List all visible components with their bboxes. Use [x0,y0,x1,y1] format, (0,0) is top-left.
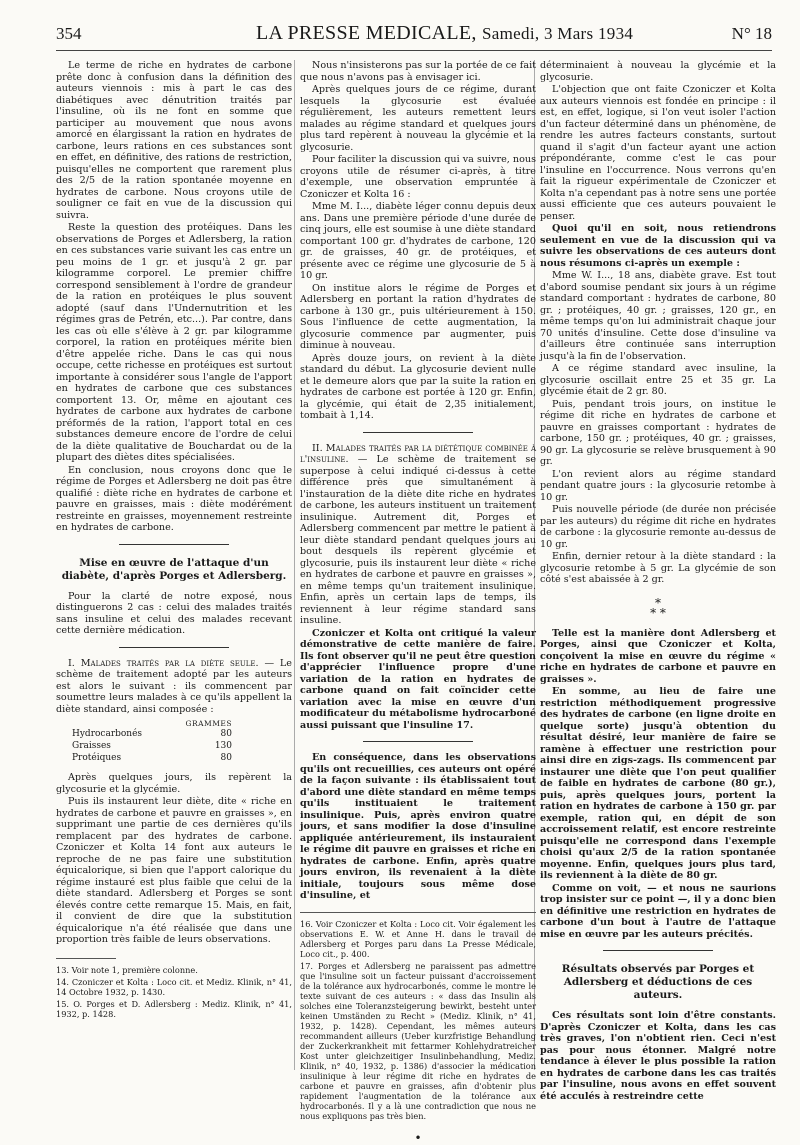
subsection-title: II. Malades traités par la diététique combinée à l'insuline. [300,442,536,465]
footnote-rule [56,958,116,959]
paragraph [56,658,292,716]
table-label: Hydrocarbonés [72,729,143,739]
page-header [56,22,772,52]
table-row [72,728,232,740]
table-value: 80 [220,753,232,763]
journal-name: LA PRESSE MEDICALE, [256,22,477,44]
section-separator [363,741,473,742]
footnote: 17. Porges et Adlersberg ne paraissent pas admettre que l'insuline soit un facteur puissant d'accroissement de la tolérance aux hydrocarbonés, comme le montre le texte suivant de ces auteurs : « dass das Insulin als solches eine Toleranzsteigerung bewirkt, besteht unter keinen Umständen zu Recht » (Mediz. Klinik, n° 41, 1932, p. 1428). Cependant, les mêmes auteurs recommandent ailleurs (Ueber kurzfristige Behandlung der Zuckerkrankheit mit fettarmer Kohlehydratreicher Kost unter gleichzeitiger Insulinbehandlung, Mediz. Klinik, n° 40, 1932, p. 1386) d'associer la médication insulinique à leur régime dit riche en hydrates de carbone et pauvre en graisses, afin d'obtenir plus rapidement l'augmentation de la tolérance aux hydrocarbonés. Il y a là une contradiction que nous ne nous expliquons pas très bien. [300,960,536,1121]
header-rule [56,50,772,51]
section-heading: Mise en œuvre de l'attaque d'un diabète, d'après Porges et Adlersberg. [61,556,287,582]
column-1 [56,60,292,1076]
table-label: Graisses [72,741,111,751]
section-separator [603,950,713,951]
paragraph: En conclusion, nous croyons donc que le régime de Porges et Adlersberg ne doit pas être qualifié : diète riche en hydrates de carbone et pauvre en graisses, mais : diète modérément restreinte en graisses, moyennement restreinte en hydrates de carbone. [56,464,292,533]
ornament-dot: • [414,1130,422,1145]
observation-paragraph: L'on revient alors au régime standard pendant quatre jours : la glycosurie retombe à 10 gr. [540,468,776,503]
journal-title [256,22,633,45]
paragraph: Le terme de riche en hydrates de carbone prête donc à confusion dans la définition des auteurs viennois : mis à part le cas des diabétiques avec dénutrition traités par l'insuline, où ils ne font en somme que participer au mouvement que nous avons amorcé en élargissant la ration en hydrates de carbone, leurs rations en ces substances sont en effet, en définitive, des rations de restriction, puisqu'elles ne comportent que rarement plus des 2/5 de la ration spontanée moyenne en hydrates de carbone. Nous croyons utile de souligner ce fait en vue de la discussion qui suivra. [56,60,292,221]
observation-paragraph: A ce régime standard avec insuline, la glycosurie oscillait entre 25 et 35 gr. La glycémie était de 2 gr. 80. [540,363,776,397]
section-separator [363,432,473,433]
paragraph: Puis ils instaurent leur diète, dite « riche en hydrates de carbone et pauvre en graisses », en supprimant une partie de ces dernières qu'ils remplacent par des hydrates de carbone. Czoniczer et Kolta 14 font aux auteurs le reproche de ne pas faire une substitution équicalorique, si bien que l'apport calorique du régime instauré est plus faible que celui de la diète standard. Adlersberg et Porges se sont élevés contre cette remarque 15. Mais, en fait, il convient de dire que la substitution équicalorique n'a été réalisée que dans une proportion très faible de leurs observations. [56,796,292,945]
paragraph [300,443,536,627]
table-row [72,752,232,764]
paragraph: Reste la question des protéiques. Dans les observations de Porges et Adlersberg, la ration en ces substances varie suivant les cas entre un peu moins de 1 gr. et jusqu'à 2 gr. par kilogramme corporel. Le premier chiffre correspond sensiblement à l'ordre de grandeur de la ration en protéiques le plus souvent adopté (sauf dans l'Undernutrition et les régimes gras de Petrén, etc...). Par contre, dans les cas où elle s'élève à 2 gr. par kilogramme corporel, la ration en protéiques mérite bien d'être appelée riche. Dans le cas qui nous occupe, cette richesse en protéiques est surtout importante à considérer sous l'angle de l'apport en hydrates de carbone que ces substances comportent 13. Or, même en ajoutant ces hydrates de carbone aux hydrates de carbone préformés de la ration, l'apport total en ces substances demeure encore de l'ordre de celui de la diète qualitative de Bouchardat ou de la plupart des diètes dites spécialisées. [56,222,292,463]
section-heading: Résultats observés par Porges et Adlersberg et déductions de ces auteurs. [561,963,755,1001]
observation-paragraph: Mme M. I..., diabète léger connu depuis deux ans. Dans une première période d'une durée de cinq jours, elle est soumise à une diète standard comportant 100 gr. d'hydrates de carbone, 120 gr. de graisses, 40 gr. de protéiques, et présente avec ce régime une glycosurie de 5 à 10 gr. [300,201,536,281]
section-separator [119,647,229,648]
table-label: Protéiques [72,753,122,763]
subsection-title: I. Malades traités par la diète seule. [68,657,259,669]
paragraph: Après quelques jours de ce régime, durant lesquels la glycosurie est évaluée régulièrement, les auteurs remettent leurs malades au régime standard et quelques jours plus tard repèrent à nouveau la glycémie et la glycosurie. [300,84,536,153]
paragraph: Quoi qu'il en soit, nous retiendrons seulement en vue de la discussion qui va suivre les observations de ces auteurs dont nous résumons ci-après un exemple : [540,223,776,269]
observation-paragraph: On institue alors le régime de Porges et Adlersberg en portant la ration d'hydrates de carbone à 130 gr., puis ultérieurement à 150. Sous l'influence de cette augmentation, la glycosurie commence par augmenter, puis diminue à nouveau. [300,282,536,351]
paragraph: Pour faciliter la discussion qui va suivre, nous croyons utile de résumer ci-après, à titre d'exemple, une observation empruntée à Czoniczer et Kolta 16 : [300,154,536,200]
section-separator [119,544,229,545]
paragraph: En conséquence, dans les observations qu'ils ont recueillies, ces auteurs ont opéré de la façon suivante : ils établissaient tout d'abord une diète standard en même temps qu'ils instituaient le traitement insulinique. Puis, après environ quatre jours, et sans modifier la dose d'insuline appliquée antérieurement, ils instauraient le régime dit pauvre en graisses et riche en hydrates de carbone. Enfin, après quatre jours environ, ils revenaient à la diète initiale, toujours sous même dose d'insuline, et [300,752,536,901]
footnote: 14. Czoniczer et Kolta : Loco cit. et Mediz. Klinik, n° 41, 14 Octobre 1932, p. 1430. [56,976,292,997]
observation-paragraph: Puis, pendant trois jours, on institue le régime dit riche en hydrates de carbone et pauvre en graisses comportant : hydrates de carbone, 150 gr. ; protéiques, 40 gr. ; graisses, 90 gr. La glycosurie se relève brusquement à 90 gr. [540,398,776,467]
column-2 [300,60,536,1145]
standard-diet-table [72,719,232,764]
footnote: 15. O. Porges et D. Adlersberg : Mediz. Klinik, n° 41, 1932, p. 1428. [56,998,292,1019]
issue-number: N° 18 [731,24,772,43]
paragraph: Pour la clarté de notre exposé, nous distinguerons 2 cas : celui des malades traités sans insuline et celui des malades recevant cette dernière médication. [56,590,292,636]
paragraph-text: — Le schème de traitement se superpose à celui indiqué ci-dessus à cette différence près que simultanément à l'instauration de la diète dite riche en hydrates de carbone, les auteurs instituent un traitement insulinique. Autrement dit, Porges et Adlersberg commencent par mettre le patient à leur diète standard pendant quelques jours au bout desquels ils repèrent glycémie et glycosurie, puis ils instaurent leur diète « riche en hydrates de carbone et pauvre en graisses », en même temps qu'un traitement insulinique. Enfin, après un certain laps de temps, ils reviennent à leur régime standard sans insuline. [300,454,536,626]
observation-paragraph: Mme W. I..., 18 ans, diabète grave. Est tout d'abord soumise pendant six jours à un régime standard comportant : hydrates de carbone, 80 gr. ; protéiques, 40 gr. ; graisses, 120 gr., en même temps qu'on lui administrait chaque jour 70 unités d'insuline. Cette dose d'insuline va d'ailleurs être continuée sans interruption jusqu'à la fin de l'observation. [540,270,776,362]
asterism-ornament: * * * [650,595,666,620]
table-value: 80 [220,729,232,739]
paragraph: Comme on voit, — et nous ne saurions trop insister sur ce point —, il y a donc bien en définitive une restriction en hydrates de carbone d'un bout à l'autre de l'attaque mise en œuvre par les auteurs précités. [540,882,776,940]
paragraph: déterminaient à nouveau la glycémie et la glycosurie. [540,60,776,83]
observation-paragraph: Après douze jours, on revient à la diète standard du début. La glycosurie devient nulle et le demeure alors que par la suite la ration en hydrates de carbone est portée à 120 gr. Enfin, la glycémie, qui était de 2,35 initialement, tombait à 1,14. [300,352,536,421]
paragraph: En somme, au lieu de faire une restriction méthodiquement progressive des hydrates de carbone (en ligne droite en quelque sorte) jusqu'à obtention du résultat désiré, leur manière de faire se ramène à effectuer une restriction pour ainsi dire en zigs-zags. Ils commencent par instaurer une diète que l'on peut qualifier de faible en hydrates de carbone (80 gr.), puis, après quelques jours, portent la ration en hydrates de carbone à 150 gr. par exemple, ration qui, en dépit de son accroissement relatif, est encore restreinte puisqu'elle ne correspond dans l'exemple choisi qu'aux 2/5 de la ration spontanée moyenne. Enfin, quelques jours plus tard, ils reviennent à la diète de 80 gr. [540,686,776,881]
issue-date: Samedi, 3 Mars 1934 [482,24,634,43]
paragraph: Telle est la manière dont Adlersberg et Porges, ainsi que Czoniczer et Kolta, conçoivent la mise en œuvre du régime « riche en hydrates de carbone et pauvre en graisses ». [540,627,776,685]
observation-paragraph: Puis nouvelle période (de durée non précisée par les auteurs) du régime dit riche en hydrates de carbone : la glycosurie remonte au-dessus de 10 gr. [540,504,776,550]
footnote: 13. Voir note 1, première colonne. [56,964,198,975]
paragraph: Czoniczer et Kolta ont critiqué la valeur démonstrative de cette manière de faire. Ils font observer qu'il ne peut être question d'apprécier l'influence propre d'une variation de la ration en hydrates de carbone quand on fait coïncider cette variation avec la mise en œuvre d'un modificateur du métabolisme hydrocarboné aussi puissant que l'insuline 17. [300,627,536,731]
column-divider [294,60,295,1070]
paragraph-text: — Le schème de traitement adopté par les auteurs est alors le suivant : ils commencent par soumettre leurs malades à ce qu'ils appellent la diète standard, ainsi composée : [56,657,292,715]
paragraph: L'objection que ont faite Czoniczer et Kolta aux auteurs viennois est fondée en principe : il est, en effet, logique, si l'on veut isoler l'action d'un facteur déterminé dans un phénomène, de rendre les autres facteurs constants, surtout quand il s'agit d'un facteur ayant une action prépondérante, comme c'est le cas pour l'insuline en l'occurrence. Nous verrons qu'en fait la rigueur expérimentale de Czoniczer et Kolta n'a cependant pas à notre sens une portée aussi efficiente que ces auteurs pouvaient le penser. [540,84,776,222]
table-row [72,740,232,752]
table-header-row [72,719,232,728]
column-3 [540,60,776,1102]
page-number: 354 [56,24,82,43]
paragraph: Ces résultats sont loin d'être constants. D'après Czoniczer et Kolta, dans les cas très graves, l'on n'obtient rien. Ceci n'est pas pour nous étonner. Malgré notre tendance à élever le plus possible la ration en hydrates de carbone dans les cas traités par l'insuline, nous avons en effet souvent été acculés à restreindre cette [540,1010,776,1102]
observation-paragraph: Enfin, dernier retour à la diète standard : la glycosurie retombe à 5 gr. La glycémie de son côté s'est abaissée à 2 gr. [540,551,776,585]
footnote: 16. Voir Czoniczer et Kolta : Loco cit. Voir également les observations E. W. et Anne H. dans le travail de Adlersberg et Porges paru dans La Presse Médicale, Loco cit., p. 400. [300,918,536,959]
paragraph: Nous n'insisterons pas sur la portée de ce fait que nous n'avons pas à envisager ici. [300,60,536,83]
table-value: 130 [214,741,232,751]
table-unit: GRAMMES [185,719,232,728]
footnotes-block [300,912,536,1121]
paragraph: Après quelques jours, ils repèrent la glycosurie et la glycémie. [56,772,292,795]
